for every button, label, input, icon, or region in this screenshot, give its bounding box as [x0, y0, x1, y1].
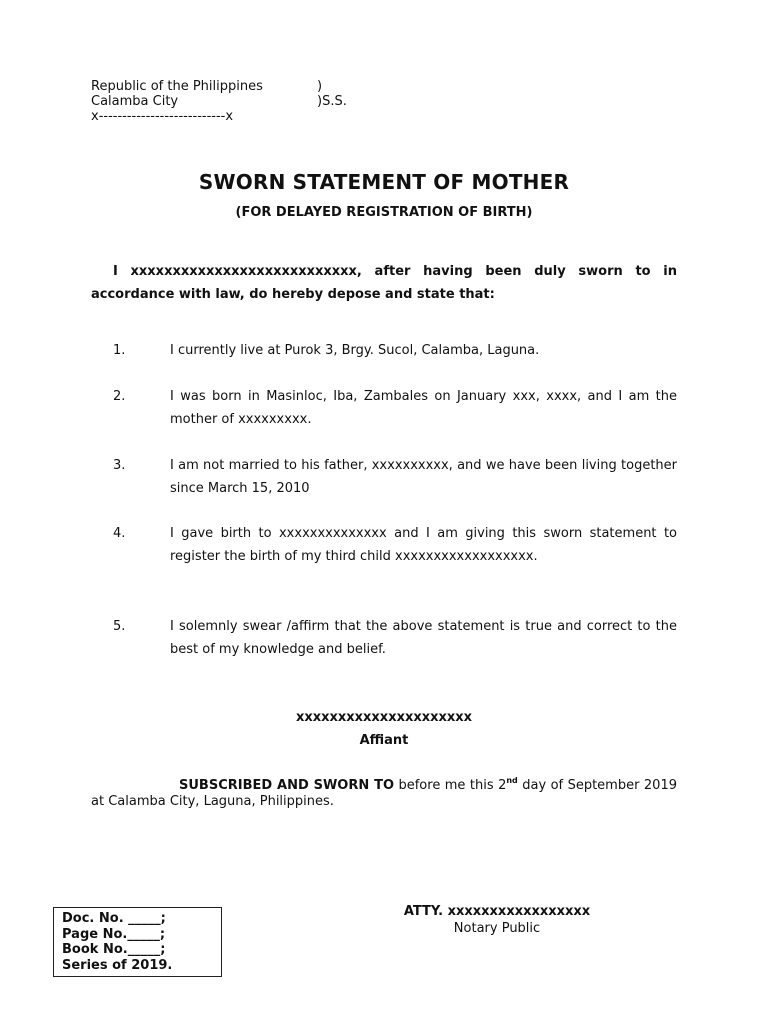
- doc-no: Doc. No. _____;: [62, 911, 166, 926]
- page-no: Page No._____;: [62, 926, 166, 942]
- statement-item-4: [91, 522, 677, 568]
- jurat-lead: SUBSCRIBED AND SWORN TO: [179, 778, 395, 793]
- statement-item-2: [91, 385, 677, 431]
- item-text: I am not married to his father, xxxxxxxxxx, and we have been living together since March 15, 2010: [170, 458, 677, 496]
- item-number: 1.: [113, 343, 126, 358]
- item-number: 4.: [113, 526, 126, 541]
- notarial-register-box: [53, 907, 222, 977]
- header-paren-1: ): [317, 79, 323, 94]
- item-text: I was born in Masinloc, Iba, Zambales on January xxx, xxxx, and I am the mother of xxxxxxxxx.: [170, 389, 677, 427]
- series-year: Series of 2019.: [62, 957, 173, 973]
- jurat-superscript: nd: [506, 776, 518, 785]
- jurat-paragraph: [91, 778, 677, 810]
- intro-paragraph: I xxxxxxxxxxxxxxxxxxxxxxxxxxx, after having been duly sworn to in accordance with law, do hereby depose and state that:: [91, 264, 677, 302]
- document-title: SWORN STATEMENT OF MOTHER: [198, 170, 570, 194]
- header-ss: )S.S.: [317, 94, 347, 109]
- item-text: I gave birth to xxxxxxxxxxxxxx and I am giving this sworn statement to register the birth of my third child xxxxxxxxxxxxxxxxxx.: [170, 526, 677, 564]
- item-text: I solemnly swear /affirm that the above statement is true and correct to the best of my knowledge and belief.: [170, 619, 677, 657]
- statement-item-5: [91, 615, 677, 661]
- header-city: Calamba City: [91, 94, 179, 109]
- item-number: 3.: [113, 458, 126, 473]
- statement-item-3: [91, 454, 677, 500]
- notary-label: Notary Public: [453, 921, 541, 936]
- jurat-text-before: before me this 2: [394, 778, 507, 793]
- affiant-name: xxxxxxxxxxxxxxxxxxxxx: [295, 710, 473, 725]
- item-number: 5.: [113, 619, 126, 634]
- affiant-label: Affiant: [359, 733, 409, 748]
- header-separator: x---------------------------x: [91, 109, 234, 124]
- statement-item-1: [91, 339, 677, 362]
- item-number: 2.: [113, 389, 126, 404]
- book-no: Book No._____;: [62, 942, 166, 957]
- header-republic: Republic of the Philippines: [91, 79, 263, 94]
- item-text: I currently live at Purok 3, Brgy. Sucol, Calamba, Laguna.: [170, 343, 540, 358]
- document-subtitle: (FOR DELAYED REGISTRATION OF BIRTH): [235, 205, 533, 220]
- notary-name: ATTY. xxxxxxxxxxxxxxxxx: [403, 904, 591, 919]
- jurat-text-after: day of September 2019 at Calamba City, Laguna, Philippines.: [91, 778, 677, 809]
